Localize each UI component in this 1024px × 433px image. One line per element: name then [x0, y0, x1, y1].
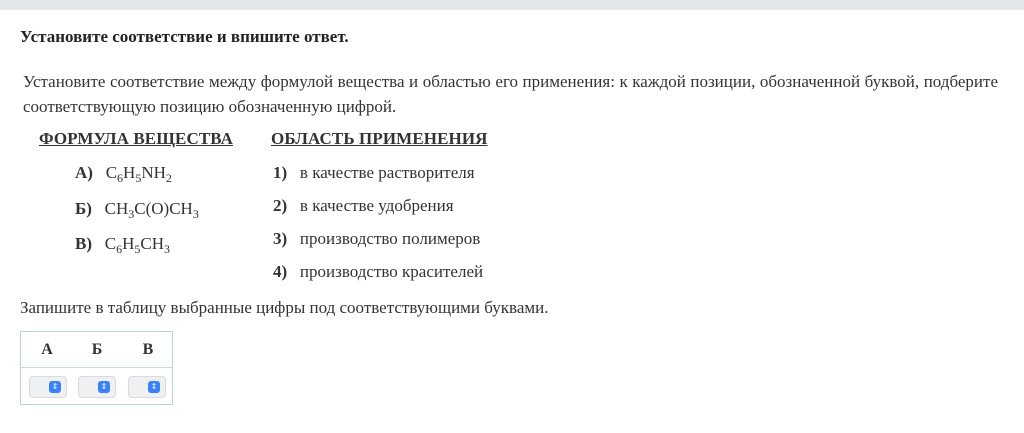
application-text: производство полимеров	[299, 229, 481, 248]
formula-text: $CH_3C(O)CH_3$	[104, 199, 199, 221]
answer-header-b: Б	[91, 341, 103, 358]
answer-table	[20, 331, 173, 405]
task-description: Установите соответствие между формулой вещества и областью его применения: к каждой позиции, обозначенной буквой, подберите соответствующую позицию обозначенную цифрой.	[23, 72, 998, 116]
application-text: в качестве растворителя	[299, 163, 475, 182]
formula-key: А)	[75, 163, 93, 182]
application-text: в качестве удобрения	[299, 196, 454, 215]
formula-column-header: ФОРМУЛА ВЕЩЕСТВА	[39, 129, 234, 148]
application-row-1	[273, 163, 475, 183]
chevron-updown-icon: ⇕	[98, 381, 110, 393]
answer-instruction: Запишите в таблицу выбранные цифры под соответствующими буквами.	[20, 298, 549, 317]
formula-key: В)	[75, 234, 92, 253]
answer-select-a[interactable]	[29, 376, 67, 398]
application-row-3	[273, 229, 480, 249]
answer-select-v[interactable]	[128, 376, 166, 398]
application-key: 3)	[273, 229, 288, 248]
top-bar	[0, 0, 1024, 10]
formula-text: $C_6H_5CH_3$	[104, 234, 170, 256]
chevron-updown-icon: ⇕	[148, 381, 160, 393]
task-title: Установите соответствие и впишите ответ.	[20, 27, 349, 46]
application-key: 1)	[273, 163, 288, 182]
answer-select-b[interactable]	[78, 376, 116, 398]
formula-text: $C_6H_5NH_2$	[105, 163, 172, 185]
formula-key: Б)	[75, 199, 92, 218]
table-divider	[21, 367, 172, 368]
formula-row-a	[75, 163, 172, 183]
application-key: 4)	[273, 262, 288, 281]
chevron-updown-icon: ⇕	[49, 381, 61, 393]
application-row-2	[273, 196, 454, 216]
answer-header-a: А	[41, 341, 53, 358]
application-text: производство красителей	[299, 262, 484, 281]
formula-row-v	[75, 234, 170, 254]
answer-header-v: В	[142, 341, 154, 358]
application-key: 2)	[273, 196, 288, 215]
formula-row-b	[75, 199, 199, 219]
application-row-4	[273, 262, 483, 282]
application-column-header: ОБЛАСТЬ ПРИМЕНЕНИЯ	[271, 129, 488, 148]
